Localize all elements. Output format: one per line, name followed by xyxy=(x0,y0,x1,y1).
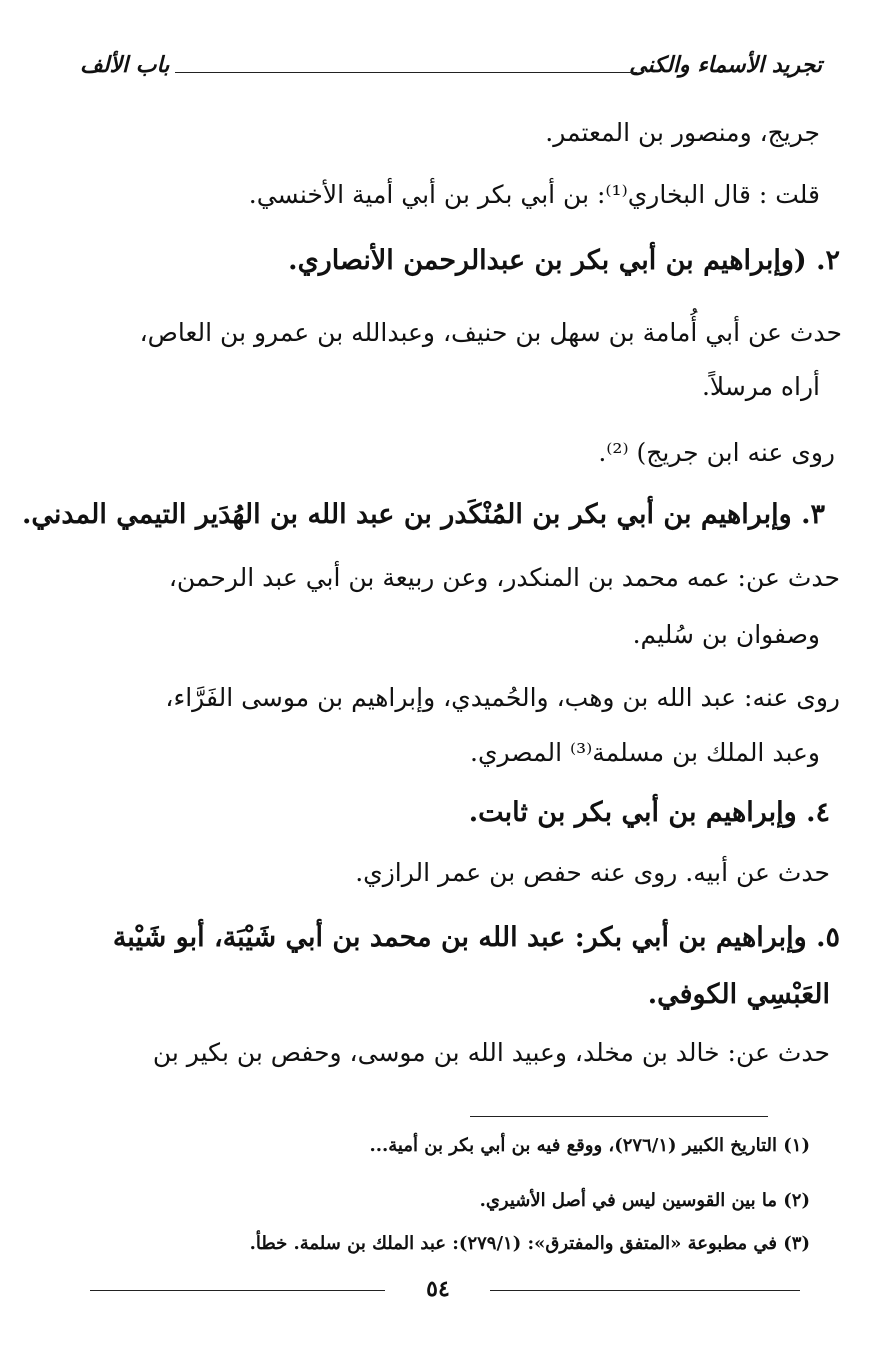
entry-heading: ٣. وإبراهيم بن أبي بكر بن المُنْكَدر بن عبد الله بن الهُدَير التيمي المدني. xyxy=(21,499,825,530)
page-number: ٥٤ xyxy=(426,1276,450,1302)
text-line: حدث عن: خالد بن مخلد، وعبيد الله بن موسى، وحفص بن بكير بن xyxy=(152,1038,830,1067)
text-line: أراه مرسلاً. xyxy=(701,372,820,401)
text-line: حدث عن: عمه محمد بن المنكدر، وعن ربيعة بن أبي عبد الرحمن، xyxy=(168,563,840,592)
header-rule xyxy=(175,72,637,73)
footnotes xyxy=(80,1135,810,1265)
footer-rule-right xyxy=(490,1290,800,1291)
book-title: تجريد الأسماء والكنى xyxy=(629,52,822,78)
text-line: وعبد الملك بن مسلمة⁽³⁾ المصري. xyxy=(470,738,820,767)
text-line: روى عنه: عبد الله بن وهب، والحُميدي، وإبراهيم بن موسى الفَرَّاء، xyxy=(165,683,840,712)
text-line: روى عنه ابن جريج) ⁽²⁾. xyxy=(598,438,835,467)
footnote-2: (٢) ما بين القوسين ليس في أصل الأشيري. xyxy=(479,1190,810,1211)
entry-heading: ٤. وإبراهيم بن أبي بكر بن ثابت. xyxy=(468,797,830,828)
entry-heading: العَبْسِي الكوفي. xyxy=(647,979,830,1010)
entry-heading: ٥. وإبراهيم بن أبي بكر: عبد الله بن محمد بن أبي شَيْبَة، أبو شَيْبة xyxy=(112,922,840,953)
running-header xyxy=(80,52,822,92)
text-line: حدث عن أبي أُمامة بن سهل بن حنيف، وعبدالله بن عمرو بن العاص، xyxy=(139,318,842,347)
text-line: حدث عن أبيه. روى عنه حفص بن عمر الرازي. xyxy=(355,858,830,887)
footnote-separator xyxy=(470,1116,768,1117)
text-line: وصفوان بن سُليم. xyxy=(632,620,820,649)
footnote-3: (٣) في مطبوعة «المتفق والمفترق»: (٢٧٩/١): عبد الملك بن سلمة. خطأ. xyxy=(249,1233,810,1254)
entry-heading: ٢. (وإبراهيم بن أبي بكر بن عبدالرحمن الأنصاري. xyxy=(288,245,840,276)
main-text xyxy=(21,105,842,1095)
text-line: جريج، ومنصور بن المعتمر. xyxy=(545,118,820,147)
text-line: قلت : قال البخاري⁽¹⁾: بن أبي بكر بن أبي أمية الأخنسي. xyxy=(248,180,820,209)
footer-rule-left xyxy=(90,1290,385,1291)
footnote-1: (١) التاريخ الكبير (٢٧٦/١)، ووقع فيه بن أبي بكر بن أمية... xyxy=(369,1135,810,1156)
chapter-title: باب الألف xyxy=(80,52,170,78)
